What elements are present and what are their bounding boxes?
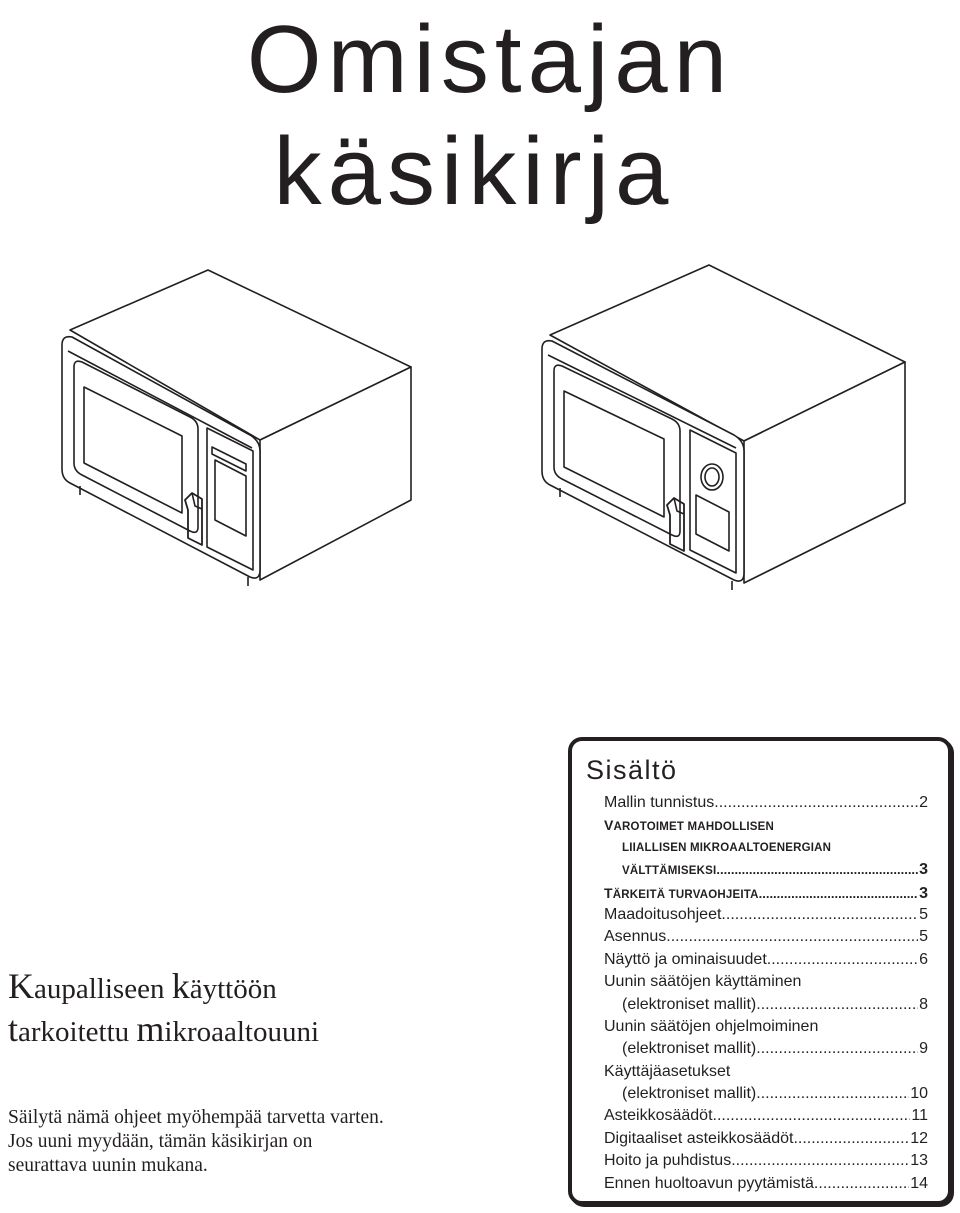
toc-entry-page: 6 [919,950,928,968]
toc-entry-label: (elektroniset mallit) [622,995,757,1013]
notice-line-1: Säilytä nämä ohjeet myöhempää tarvetta varten. [8,1107,384,1128]
toc-entry[interactable] [604,1083,928,1105]
toc-entry-page: 14 [910,1174,928,1192]
microwave-illustration-right [520,255,920,595]
toc-entry-label: (elektroniset mallit) [622,1040,757,1058]
subheading-word-1: aupalliseen [34,973,172,1005]
subheading-word-4: ikroaaltouuni [164,1016,320,1048]
toc-entry-page: 3 [919,884,928,902]
toc-entry[interactable] [604,792,928,814]
subheading-initial-m: m [136,1009,165,1049]
notice-line-2: Jos uuni myydään, tämän käsikirjan on [8,1131,313,1152]
toc-entry[interactable] [604,994,928,1016]
subheading-initial-k2: k [171,966,190,1006]
toc-entry[interactable] [604,1173,928,1195]
toc-entry-page: 8 [919,995,928,1013]
toc-entry-page: 5 [919,928,928,946]
toc-entry-label [604,882,759,906]
subheading-initial-k: K [8,966,34,1006]
toc-entry-page: 2 [919,794,928,811]
toc-entry[interactable] [604,814,928,836]
toc-entry-label: Asteikkosäädöt [604,1107,713,1125]
toc-entry-label: Näyttö ja ominaisuudet [604,950,767,968]
toc-entry-page: 12 [910,1129,928,1147]
toc-entry[interactable] [604,1061,928,1083]
toc-entry-page: 11 [911,1107,928,1125]
toc-entry-label: Digitaaliset asteikkosäädöt [604,1129,794,1147]
toc-entry[interactable] [604,882,928,904]
toc-entry-page: 9 [919,1040,928,1058]
title-line-2: käsikirja [273,118,675,225]
subheading-word-2: äyttöön [189,973,277,1005]
toc-entry[interactable] [604,1038,928,1060]
toc-entry-label: VÄLTTÄMISEKSI [622,865,717,878]
toc-entry-label: Uunin säätöjen käyttäminen [604,973,802,991]
toc-entry[interactable] [604,837,928,859]
toc-entry-label: Mallin tunnistus [604,794,715,811]
table-of-contents [568,737,952,1205]
toc-entry-label: Ennen huoltoavun pyytämistä [604,1174,814,1192]
toc-entry[interactable] [604,971,928,993]
toc-entry-label: Asennus [604,928,667,946]
subheading-line-1 [8,966,319,1009]
toc-entry-initial: V [604,817,614,834]
toc-entry[interactable] [604,904,928,926]
notice-line-3: seurattava uunin mukana. [8,1155,208,1176]
toc-entry-label: Uunin säätöjen ohjelmoiminen [604,1017,819,1035]
toc-entry-page: 13 [910,1152,928,1170]
title-line-1: Omistajan [246,6,734,113]
toc-entry-page: 3 [919,861,928,879]
toc-entry-initial: T [604,884,613,901]
toc-entry-page: 10 [910,1085,928,1103]
toc-entry-label [604,814,774,838]
toc-entry[interactable] [604,1128,928,1150]
subheading-word-3: arkoitettu [18,1016,137,1048]
toc-title: Sisältö [586,755,678,785]
toc-entry[interactable] [604,1016,928,1038]
toc-entry-label: Hoito ja puhdistus [604,1152,732,1170]
toc-entry-page: 5 [919,905,928,923]
toc-entry-label: Maadoitusohjeet [604,905,722,923]
toc-entry[interactable] [604,1105,928,1127]
product-subheading [8,966,319,1052]
toc-list [604,792,928,1195]
keep-instructions-notice [8,1106,548,1178]
microwave-illustration-left [40,255,430,595]
subheading-line-2 [8,1009,319,1052]
subheading-initial-t: t [8,1009,19,1049]
toc-entry-label: LIIALLISEN MIKROAALTOENERGIAN [622,841,832,854]
toc-entry-label-rest: ÄRKEITÄ TURVAOHJEITA [612,888,759,901]
toc-entry[interactable] [604,949,928,971]
toc-entry[interactable] [604,926,928,948]
toc-entry[interactable] [604,859,928,881]
toc-entry-label: Käyttäjäasetukset [604,1062,731,1080]
toc-entry-label: (elektroniset mallit) [622,1085,757,1103]
toc-entry-label-rest: AROTOIMET MAHDOLLISEN [613,821,775,834]
toc-entry[interactable] [604,1150,928,1172]
